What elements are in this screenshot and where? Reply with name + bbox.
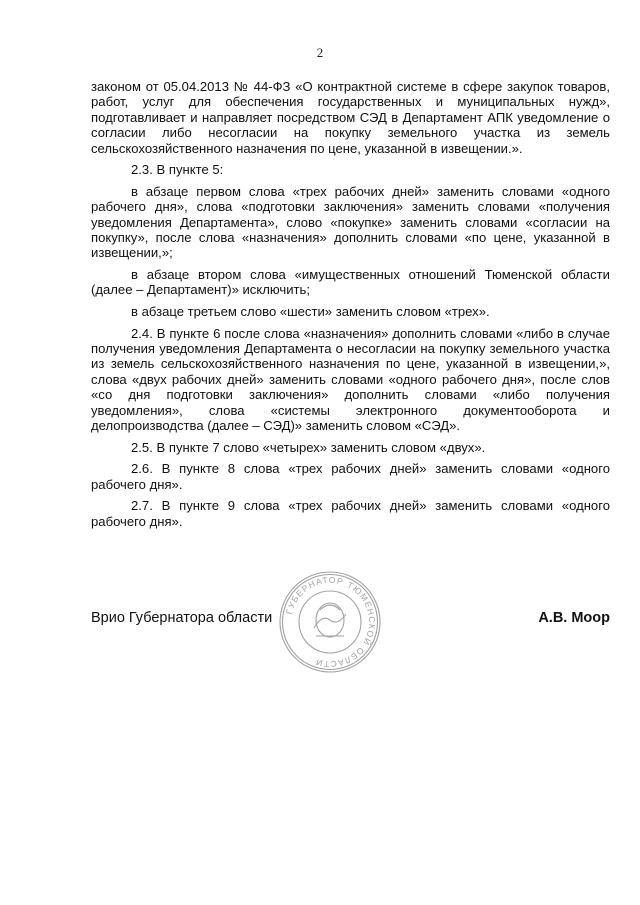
svg-text:ГУБЕРНАТОР ТЮМЕНСКОЙ ОБЛАСТИ: [284, 575, 377, 669]
paragraph-2-6: 2.6. В пункте 8 слова «трех рабочих дней» заменить словами «одного рабочего дня».: [91, 461, 610, 492]
seal-text: ГУБЕРНАТОР ТЮМЕНСКОЙ ОБЛАСТИ: [283, 574, 378, 670]
paragraph-2-4: 2.4. В пункте 6 после слова «назначения» дополнить словами «либо в случае получения уведомления Департамента о несогласии на покупку земельного участка из земель сельскохозяйственного назначения по цене, указанной в извещении,», слова «двух рабочих дней» заменить словами «одного рабочего дня», после слов «со дня подготовки заключения» дополнить словами «либо получения уведомления», слова «системы электронного документооборота и делопроизводства (далее – СЭД)» заменить словом «СЭД».: [91, 325, 610, 434]
paragraph-2-3-third-abzats: в абзаце третьем слово «шести» заменить словом «трех».: [131, 304, 490, 320]
paragraph-2-5: 2.5. В пункте 7 слово «четырех» заменить словом «двух».: [131, 439, 486, 455]
signer-name: А.В. Моор: [538, 610, 610, 626]
paragraph-2-3-first-abzats: в абзаце первом слова «трех рабочих дней» заменить словами «одного рабочего дня», слова «подготовки заключения» заменить словами «получения уведомления Департамента», слово «покупке» заменить словами «согласии на покупку», после слова «назначения» дополнить словами «по цене, указанной в извещении,»;: [91, 183, 610, 261]
signer-title: Врио Губернатора области: [91, 610, 273, 626]
document-body: [91, 79, 610, 529]
paragraph-2-3: 2.3. В пункте 5:: [131, 162, 224, 178]
page-number: 2: [316, 45, 324, 60]
paragraph-2-7: 2.7. В пункте 9 слова «трех рабочих дней» заменить словами «одного рабочего дня».: [91, 498, 610, 529]
paragraph-continuation: законом от 05.04.2013 № 44-ФЗ «О контрактной системе в сфере закупок товаров, работ, услуг для обеспечения государственных и муниципальных нужд», подготавливает и направляет посредством СЭД в Департамент АПК уведомление о согласии либо несогласии на покупку земельного участка из земель сельскохозяйственного назначения по цене, указанной в извещении.».: [91, 79, 610, 156]
official-seal-stamp: [278, 570, 382, 674]
paragraph-2-3-second-abzats: в абзаце втором слова «имущественных отношений Тюменской области (далее – Департамент)» исключить;: [91, 267, 610, 298]
